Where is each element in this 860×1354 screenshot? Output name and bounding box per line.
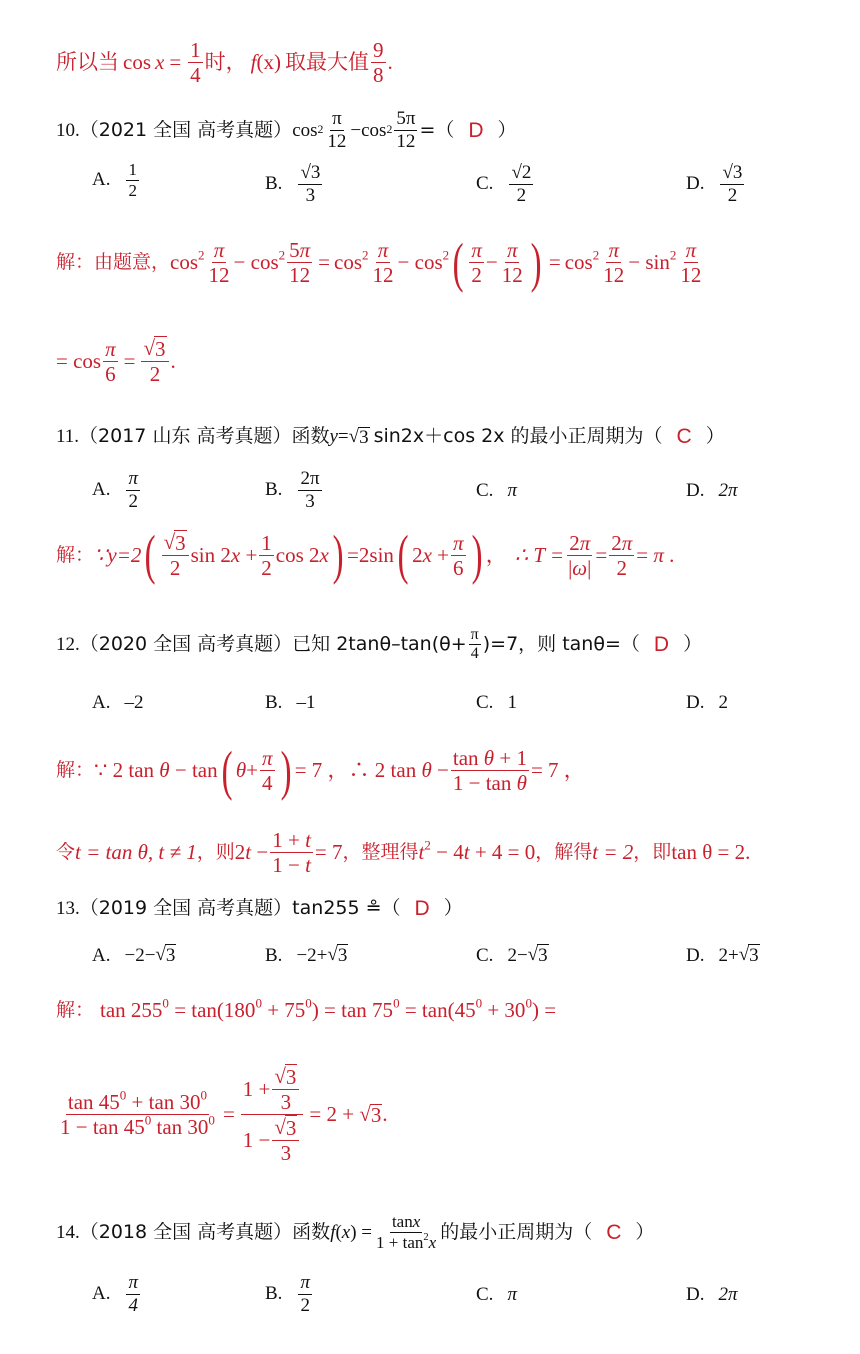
q12-option-d: D. 2 — [686, 692, 728, 713]
q11-sol-y: ∵y=2 — [94, 542, 142, 567]
q10-source: （2021 全国 高考真题） — [79, 118, 293, 141]
q13-solution-line2: $\frac{\tan 45^0 + \tan 30^0}{1 - \tan 45^0 \tan 30^0}$ = 1 + √ 3 3 1 − √ 3 3 = 2 + √ 3 . — [60, 1064, 388, 1166]
q12-l2-a: 令 — [56, 841, 76, 864]
q12-stem: 12. （2020 全国 高考真题）已知 2tanθ–tan(θ+ $\frac{\pi}{4}$ )=7，则 tanθ=（ D ） — [56, 626, 703, 663]
q11-answer: C — [676, 425, 692, 448]
q12-close: ） — [683, 633, 703, 656]
intro-line — [56, 38, 393, 87]
q10-option-b: B. $\frac{√3}{3}$ — [265, 162, 321, 206]
q10-close: ） — [497, 118, 517, 141]
q14-option-a: A. $\frac{\pi}{4}$ — [92, 1272, 139, 1316]
q14-number: 14. — [56, 1221, 80, 1243]
intro-fx: (x) — [256, 50, 282, 75]
q11-option-c: C. π — [476, 480, 517, 501]
q10-open: =（ — [419, 118, 455, 141]
q12-option-b: B. –1 — [265, 692, 316, 713]
q13-stem — [56, 898, 463, 919]
q13-number: 13. — [56, 898, 80, 919]
intro-end: . — [387, 50, 393, 75]
q11-eq: = — [337, 426, 349, 447]
q12-source: （2020 全国 高考真题）已知 2tanθ–tan(θ+ — [79, 633, 467, 656]
q12-l2-g: ，即 — [633, 841, 672, 864]
q10-frac-pi12: $\frac{\pi}{12}$ — [327, 108, 347, 152]
intro-max-fraction: $\frac{9}{8}$ — [373, 38, 384, 88]
q10-option-d: D. $\frac{√3}{2}$ — [686, 162, 743, 206]
q12-option-a: A. –2 — [92, 692, 144, 713]
intro-f: f — [250, 50, 257, 75]
intro-x: x — [155, 50, 165, 75]
q12-solution-line2: 令 t = tan θ, t ≠ 1 ，则 2t − $\frac{1 + t}{1 - t}$ = 7 ，整理得 $t^2 - 4t + 4 = 0$ ，解得 t = 2 ，即 tan θ = 2. — [56, 828, 751, 878]
q10-number: 10. — [56, 119, 80, 141]
q10-cos: cos — [292, 119, 318, 141]
q13-close: ） — [443, 897, 463, 919]
q11-close: ） — [705, 425, 725, 447]
q12-option-c: C. 1 — [476, 692, 517, 713]
q10-frac-5pi12: $\frac{5\pi}{12}$ — [396, 108, 416, 152]
q12-solution-label: 解： — [56, 759, 95, 782]
q10-sol-cos: = cos — [56, 348, 102, 373]
q13-option-a: A. −2− √ 3 — [92, 944, 176, 966]
q14-source: （2018 全国 高考真题）函数 — [79, 1220, 331, 1243]
q12-l2-e: ，解得 — [535, 841, 593, 864]
q10-stem: 10. （2021 全国 高考真题） cos 2 $\frac{\pi}{12}$ −cos 2 $\frac{5\pi}{12}$ =（ D ） — [56, 108, 517, 152]
q11-number: 11. — [56, 426, 80, 447]
q12-l2-c: ，则 — [196, 841, 235, 864]
intro-fraction: $\frac{1}{4}$ — [190, 38, 201, 88]
q11-rest: sin2x＋cos 2x 的最小正周期为（ — [373, 425, 663, 447]
q10-solution-label: 解：由题意， — [56, 251, 171, 274]
intro-mid: 取最大值 — [285, 50, 370, 75]
q12-tail: )=7，则 tanθ=（ — [482, 633, 640, 656]
q13-solution-line1: 解： $\tan 255^0 = \tan(180^0 + 75^0) = \tan 75^0 = \tan(45^0 + 30^0)$ = — [56, 995, 557, 1022]
q12-l2-f: t = 2 — [592, 840, 634, 865]
q14-option-d: D. 2π — [686, 1284, 738, 1305]
q10-option-c: C. $\frac{√2}{2}$ — [476, 162, 532, 206]
q14-mid: 的最小正周期为（ — [440, 1220, 593, 1243]
q11-sol-T: ∴ T = — [514, 542, 565, 567]
q13-option-c: C. 2− √ 3 — [476, 944, 548, 966]
intro-time: 时， — [204, 50, 247, 75]
q11-option-d: D. 2π — [686, 480, 738, 501]
q10-sol-end: . — [170, 348, 176, 373]
q12-number: 12. — [56, 634, 80, 656]
q13-source: （2019 全国 高考真题）tan255 ≗（ — [79, 897, 401, 919]
intro-prefix: 所以当 — [56, 50, 119, 75]
q11-option-a: A. $\frac{\pi}{2}$ — [92, 468, 139, 512]
q12-l2-b: t = tan θ, t ≠ 1 — [75, 840, 197, 865]
q10-minus: −cos — [350, 119, 387, 141]
q13-option-d: D. 2+ √ 3 — [686, 944, 759, 966]
q10-solution-line1: 解：由题意， $\cos^2$ $\frac{\pi}{12}$ − $\cos^2$ $\frac{5\pi}{12}$ = $\cos^2$ $\frac{\pi}{12}$ − $\cos^2$ ( $\frac{\pi}{2}$ − $\frac{\pi}{12}$ ) = $\cos^2$ $\frac{\pi}{12}$ − $\sin^2$ $\frac{\pi}{12}$ — [56, 231, 702, 293]
q10-solution-line2: = cos $\frac{\pi}{6}$ = √ 3 2 . — [56, 336, 176, 387]
q11-solution-label: 解： — [56, 543, 95, 566]
q11-source: （2017 山东 高考真题）函数 — [79, 425, 330, 447]
q14-option-c: C. π — [476, 1284, 517, 1305]
q12-l2-d: ，整理得 — [342, 841, 419, 864]
intro-eq: = — [169, 50, 182, 75]
q11-solution: 解： ∵y=2 ( √ 3 2 sin 2x + $\frac{1}{2}$ cos 2x ) =2sin ( 2x + $\frac{\pi}{6}$ ) ， ∴ T = $\frac{2\pi}{|\omega|}$ = $\frac{2\pi}{2}$ = π . — [56, 524, 675, 586]
q14-stem: 14. （2018 全国 高考真题）函数 f (x) = $\frac{\tan x}{1 + \tan^2x}$ 的最小正周期为（ C ） — [56, 1212, 655, 1252]
q14-option-b: B. $\frac{\pi}{2}$ — [265, 1272, 310, 1316]
q11-stem: 11. （2017 山东 高考真题）函数 y = √ 3 sin2x＋cos 2x 的最小正周期为（ C ） — [56, 425, 725, 448]
q14-answer: C — [606, 1220, 622, 1244]
q11-sqrt: 3 — [359, 426, 369, 448]
q14-close: ） — [635, 1220, 655, 1243]
q12-solution-line1: 解： ∵ 2 tan θ − tan ( θ + $\frac{\pi}{4}$ ) = 7 ，∴ 2 tan θ − $\frac{\text{tan θ + 1}}{\text{1 − tan θ}}$ = 7 ， — [56, 739, 585, 801]
q11-y: y — [329, 426, 338, 447]
q13-solution-label: 解： — [56, 999, 95, 1021]
q12-l2-h: tan θ = 2. — [671, 840, 751, 865]
q13-answer: D — [414, 897, 430, 920]
q13-option-b: B. −2+ √ 3 — [265, 944, 348, 966]
q12-answer: D — [653, 633, 670, 657]
q10-option-a: A. $\frac{1}{2}$ — [92, 160, 137, 200]
intro-cos: cos — [123, 50, 151, 75]
q11-option-b: B. $\frac{2\pi}{3}$ — [265, 468, 320, 512]
q10-answer: D — [468, 118, 484, 142]
